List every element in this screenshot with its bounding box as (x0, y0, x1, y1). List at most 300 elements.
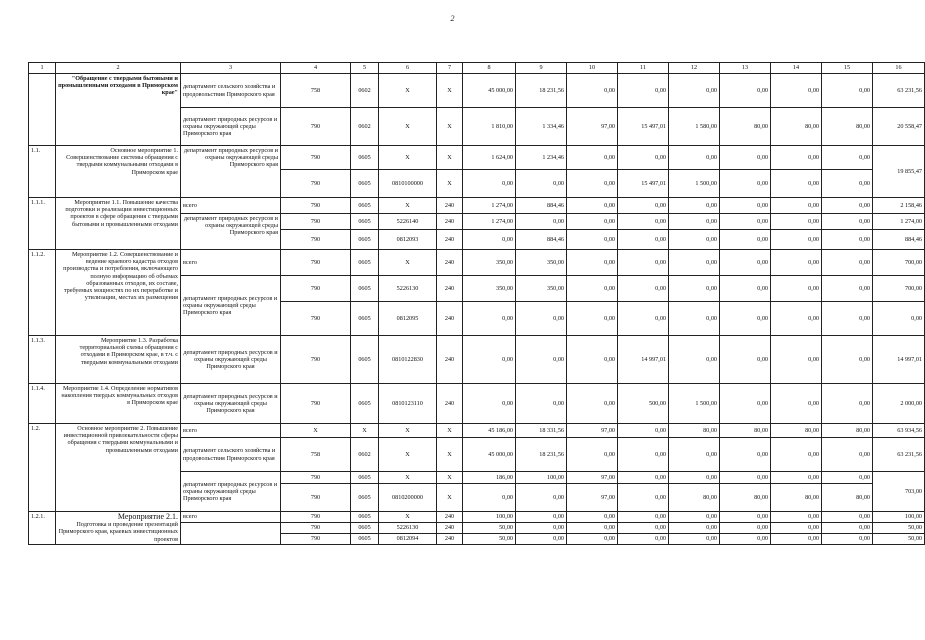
value-cell: 790 (281, 484, 351, 512)
value-cell: 100,00 (463, 512, 516, 523)
value-cell: 0602 (351, 74, 379, 108)
value-cell: 790 (281, 512, 351, 523)
value-cell: 0,00 (822, 523, 873, 534)
value-cell: 1 234,46 (516, 146, 567, 170)
value-cell: 5226130 (379, 523, 437, 534)
value-cell: 0,00 (669, 276, 720, 302)
value-cell: 0,00 (771, 523, 822, 534)
value-cell: X (281, 424, 351, 438)
value-cell: X (379, 146, 437, 170)
value-cell: 63 231,56 (873, 74, 925, 108)
value-cell: 0,00 (720, 438, 771, 472)
value-cell: 790 (281, 523, 351, 534)
value-cell: 80,00 (771, 424, 822, 438)
value-cell: 1 500,00 (669, 384, 720, 424)
value-cell: 0,00 (822, 438, 873, 472)
table-row (29, 198, 925, 214)
value-cell: 0,00 (567, 146, 618, 170)
value-cell: 0,00 (618, 523, 669, 534)
value-cell: 0,00 (771, 250, 822, 276)
value-cell: 80,00 (771, 484, 822, 512)
activity-title: Мероприятие 2.1. (117, 512, 178, 521)
value-cell: 240 (437, 230, 463, 250)
value-cell: 0,00 (463, 484, 516, 512)
header-cell: 10 (567, 63, 618, 74)
value-cell: 790 (281, 276, 351, 302)
value-cell: 0,00 (618, 438, 669, 472)
value-cell: 0,00 (618, 512, 669, 523)
value-cell: 63 231,56 (873, 438, 925, 472)
value-cell: 0605 (351, 170, 379, 198)
value-cell: 790 (281, 302, 351, 336)
value-cell: 0,00 (463, 336, 516, 384)
value-cell: 790 (281, 146, 351, 170)
row-number: 1.1.1. (29, 198, 56, 250)
value-cell: 1 274,00 (463, 198, 516, 214)
value-cell: 0,00 (771, 512, 822, 523)
value-cell: 5226140 (379, 214, 437, 230)
value-cell: 790 (281, 170, 351, 198)
value-cell: 45 000,00 (463, 438, 516, 472)
value-cell: 0,00 (720, 512, 771, 523)
value-cell: 0,00 (771, 74, 822, 108)
value-cell: 0,00 (822, 276, 873, 302)
department-cell: департамент сельского хозяйства и продовольствия Приморского края (181, 438, 281, 472)
value-cell: 18 231,56 (516, 438, 567, 472)
all-label: всего (181, 250, 281, 276)
value-cell: 0810200000 (379, 484, 437, 512)
value-cell: 0,00 (516, 214, 567, 230)
value-cell: 0,00 (720, 384, 771, 424)
value-cell: 0810122830 (379, 336, 437, 384)
value-cell: 97,00 (567, 484, 618, 512)
value-cell: 240 (437, 302, 463, 336)
value-cell: 0,00 (618, 484, 669, 512)
value-cell: 0,00 (720, 170, 771, 198)
value-cell: 0,00 (567, 336, 618, 384)
value-cell: 0,00 (463, 384, 516, 424)
value-cell: 0605 (351, 484, 379, 512)
value-cell: 0,00 (669, 230, 720, 250)
value-cell: 0605 (351, 302, 379, 336)
value-cell: 350,00 (516, 250, 567, 276)
value-cell: 45 000,00 (463, 74, 516, 108)
value-cell: 80,00 (720, 108, 771, 146)
value-cell: 0,00 (669, 512, 720, 523)
value-cell: 0,00 (618, 424, 669, 438)
table-row (29, 336, 925, 384)
value-cell: 0,00 (822, 472, 873, 484)
all-label: всего (181, 424, 281, 438)
value-cell: 758 (281, 74, 351, 108)
value-cell: 0,00 (567, 534, 618, 545)
value-cell: 0812094 (379, 534, 437, 545)
value-cell: X (437, 170, 463, 198)
header-cell: 15 (822, 63, 873, 74)
table-row (29, 74, 925, 108)
value-cell: X (437, 472, 463, 484)
value-cell: 0,00 (822, 214, 873, 230)
value-cell: 0,00 (720, 214, 771, 230)
value-cell: 80,00 (822, 108, 873, 146)
value-cell: 100,00 (873, 512, 925, 523)
row-number: 1.1.4. (29, 384, 56, 424)
value-cell: 240 (437, 523, 463, 534)
value-cell: 0,00 (822, 336, 873, 384)
value-cell: 0,00 (720, 276, 771, 302)
value-cell: 790 (281, 108, 351, 146)
value-cell: 790 (281, 230, 351, 250)
value-cell: 0,00 (567, 250, 618, 276)
value-cell: 500,00 (618, 384, 669, 424)
header-cell: 8 (463, 63, 516, 74)
value-cell: 100,00 (516, 472, 567, 484)
value-cell: 0,00 (771, 146, 822, 170)
value-cell: 0,00 (771, 230, 822, 250)
value-cell: 790 (281, 336, 351, 384)
header-cell: 6 (379, 63, 437, 74)
value-cell: 50,00 (463, 523, 516, 534)
value-cell: 240 (437, 384, 463, 424)
value-cell: 0,00 (669, 438, 720, 472)
value-cell: 0,00 (618, 472, 669, 484)
value-cell: 50,00 (463, 534, 516, 545)
value-cell: X (379, 424, 437, 438)
value-cell: 0,00 (822, 74, 873, 108)
value-cell: 240 (437, 198, 463, 214)
value-cell: 0,00 (720, 230, 771, 250)
value-cell: 0812095 (379, 302, 437, 336)
value-cell: 790 (281, 534, 351, 545)
value-cell: X (437, 146, 463, 170)
value-cell: 700,00 (873, 276, 925, 302)
total-cell: 19 855,47 (873, 146, 925, 198)
value-cell: 2 158,46 (873, 198, 925, 214)
value-cell: 0605 (351, 146, 379, 170)
value-cell: 14 997,01 (873, 336, 925, 384)
value-cell: X (379, 472, 437, 484)
table-row (29, 384, 925, 424)
activity-name: Мероприятие 1.4. Определение нормативов накопления твердых коммунальных отходов в Приморском крае (56, 384, 181, 424)
value-cell: 97,00 (567, 108, 618, 146)
value-cell: 97,00 (567, 472, 618, 484)
activity-name: Основное мероприятие 1. Совершенствование системы обращения с твердыми коммунальными отходами в Приморском крае (56, 146, 181, 198)
value-cell: 0,00 (669, 198, 720, 214)
value-cell: 0,00 (771, 384, 822, 424)
value-cell: 0,00 (822, 512, 873, 523)
header-cell: 14 (771, 63, 822, 74)
value-cell: 0,00 (516, 302, 567, 336)
value-cell: 0605 (351, 512, 379, 523)
value-cell: 0605 (351, 198, 379, 214)
activity-name: Основное мероприятие 2. Повышение инвестиционной привлекательности сферы обращения с твердыми коммунальными и промышленными отходами (56, 424, 181, 512)
value-cell: 0602 (351, 438, 379, 472)
value-cell: 0,00 (567, 438, 618, 472)
department-cell: департамент сельского хозяйства и продовольствия Приморского края (181, 74, 281, 108)
value-cell: 0605 (351, 230, 379, 250)
value-cell: 240 (437, 250, 463, 276)
value-cell: X (437, 108, 463, 146)
value-cell: 700,00 (873, 250, 925, 276)
value-cell: X (379, 74, 437, 108)
value-cell: 0,00 (720, 146, 771, 170)
value-cell: 0,00 (771, 302, 822, 336)
department-cell: департамент природных ресурсов и охраны окружающей среды Приморского края (181, 146, 281, 198)
value-cell: 0,00 (618, 214, 669, 230)
value-cell: 0,00 (618, 198, 669, 214)
value-cell: 0,00 (720, 74, 771, 108)
department-cell (181, 523, 281, 545)
value-cell: 0,00 (516, 512, 567, 523)
value-cell: 0,00 (463, 170, 516, 198)
value-cell: 0,00 (516, 523, 567, 534)
value-cell: 80,00 (669, 484, 720, 512)
value-cell: 790 (281, 384, 351, 424)
value-cell: 0,00 (669, 336, 720, 384)
value-cell: 240 (437, 336, 463, 384)
value-cell: 1 274,00 (873, 214, 925, 230)
value-cell: 80,00 (720, 484, 771, 512)
value-cell: 0810100000 (379, 170, 437, 198)
value-cell: 0810123110 (379, 384, 437, 424)
header-cell: 3 (181, 63, 281, 74)
value-cell: 0,00 (618, 534, 669, 545)
value-cell: 0,00 (567, 512, 618, 523)
value-cell: 0605 (351, 534, 379, 545)
value-cell: 45 186,00 (463, 424, 516, 438)
value-cell: 240 (437, 512, 463, 523)
value-cell: 884,46 (516, 230, 567, 250)
header-cell: 5 (351, 63, 379, 74)
value-cell: 0,00 (618, 230, 669, 250)
value-cell: 186,00 (463, 472, 516, 484)
table-row (29, 250, 925, 276)
value-cell: 1 624,00 (463, 146, 516, 170)
row-number: 1.2. (29, 424, 56, 512)
value-cell: 80,00 (720, 424, 771, 438)
value-cell: 63 934,56 (873, 424, 925, 438)
header-row (29, 63, 925, 74)
value-cell: 240 (437, 214, 463, 230)
value-cell: 0,00 (771, 276, 822, 302)
value-cell: 240 (437, 534, 463, 545)
value-cell: X (379, 198, 437, 214)
value-cell: 0605 (351, 276, 379, 302)
department-cell: департамент природных ресурсов и охраны окружающей среды Приморского края (181, 108, 281, 146)
value-cell: 0,00 (669, 302, 720, 336)
value-cell: 0,00 (822, 534, 873, 545)
row-number: 1.2.1. (29, 512, 56, 545)
value-cell: 0,00 (771, 198, 822, 214)
value-cell: 790 (281, 250, 351, 276)
activity-name: Мероприятие 1.1. Повышение качества подготовки и реализации инвестиционных проектов в сфере обращения с твердыми бытовыми и промышленными отходами (56, 198, 181, 250)
value-cell: 0605 (351, 250, 379, 276)
value-cell: 0,00 (822, 250, 873, 276)
value-cell: 50,00 (873, 523, 925, 534)
value-cell: 0,00 (618, 250, 669, 276)
value-cell: 0,00 (567, 198, 618, 214)
value-cell: 0,00 (516, 384, 567, 424)
value-cell: 0,00 (771, 214, 822, 230)
value-cell: 5226130 (379, 276, 437, 302)
value-cell: 0605 (351, 384, 379, 424)
value-cell: 15 497,01 (618, 170, 669, 198)
value-cell: X (379, 438, 437, 472)
value-cell: 1 334,46 (516, 108, 567, 146)
value-cell: 790 (281, 214, 351, 230)
row-number: 1.1. (29, 146, 56, 198)
activity-name: Мероприятие 1.2. Совершенствование и ведение краевого кадастра отходов производства и потребления, включающего полную информацию об объемах образованных отходов, их составе, требуемых мощностях по их переработке и утилизации, местах их размещения (56, 250, 181, 336)
value-cell: 0605 (351, 214, 379, 230)
row-number (29, 74, 56, 146)
value-cell: 0,00 (873, 302, 925, 336)
header-cell: 12 (669, 63, 720, 74)
value-cell: 80,00 (771, 108, 822, 146)
value-cell: 0,00 (720, 534, 771, 545)
value-cell: X (437, 74, 463, 108)
department-cell: департамент природных ресурсов и охраны окружающей среды Приморского края (181, 276, 281, 336)
value-cell: 0,00 (463, 302, 516, 336)
value-cell: 0,00 (720, 336, 771, 384)
value-cell: 884,46 (873, 230, 925, 250)
value-cell: 1 580,00 (669, 108, 720, 146)
value-cell: 15 497,01 (618, 108, 669, 146)
value-cell: 0,00 (567, 214, 618, 230)
value-cell: 0,00 (771, 472, 822, 484)
value-cell: 0,00 (516, 534, 567, 545)
value-cell: X (379, 250, 437, 276)
value-cell: 240 (437, 276, 463, 302)
value-cell: X (379, 512, 437, 523)
value-cell: 18 231,56 (516, 74, 567, 108)
value-cell: 0,00 (669, 146, 720, 170)
value-cell: 0,00 (567, 384, 618, 424)
value-cell: 0,00 (669, 250, 720, 276)
value-cell: 80,00 (822, 484, 873, 512)
value-cell: 0,00 (720, 302, 771, 336)
value-cell: 0605 (351, 472, 379, 484)
budget-table (28, 62, 925, 545)
value-cell: 0605 (351, 523, 379, 534)
value-cell: 0,00 (567, 523, 618, 534)
value-cell: 0,00 (567, 74, 618, 108)
value-cell: 0,00 (822, 198, 873, 214)
value-cell: X (437, 484, 463, 512)
value-cell: X (437, 424, 463, 438)
value-cell: 0,00 (516, 484, 567, 512)
value-cell: 350,00 (516, 276, 567, 302)
header-cell: 7 (437, 63, 463, 74)
value-cell: 80,00 (669, 424, 720, 438)
value-cell: 50,00 (873, 534, 925, 545)
value-cell: 0,00 (516, 336, 567, 384)
header-cell: 11 (618, 63, 669, 74)
value-cell: 350,00 (463, 276, 516, 302)
value-cell: 790 (281, 198, 351, 214)
value-cell: 1 274,00 (463, 214, 516, 230)
value-cell: 0,00 (669, 214, 720, 230)
value-cell: 0,00 (720, 198, 771, 214)
department-cell: департамент природных ресурсов и охраны окружающей среды Приморского края (181, 336, 281, 384)
table-row (29, 424, 925, 438)
value-cell: 0,00 (771, 336, 822, 384)
value-cell: X (379, 108, 437, 146)
header-cell: 2 (56, 63, 181, 74)
value-cell: 0,00 (822, 170, 873, 198)
value-cell: 0,00 (822, 146, 873, 170)
header-cell: 9 (516, 63, 567, 74)
value-cell: 0,00 (516, 170, 567, 198)
department-cell: департамент природных ресурсов и охраны окружающей среды Приморского края (181, 214, 281, 250)
total-cell: 703,00 (873, 472, 925, 512)
value-cell: 0,00 (720, 523, 771, 534)
value-cell: 758 (281, 438, 351, 472)
value-cell: 0,00 (720, 472, 771, 484)
value-cell: 790 (281, 472, 351, 484)
activity-name: Мероприятие 1.3. Разработка территориальной схемы обращения с отходами в Приморском крае, в т.ч. с твердыми коммунальными отходами (56, 336, 181, 384)
value-cell: 0,00 (771, 438, 822, 472)
value-cell: 0,00 (771, 170, 822, 198)
value-cell: 0812093 (379, 230, 437, 250)
value-cell: 0,00 (669, 74, 720, 108)
value-cell: 884,46 (516, 198, 567, 214)
table-row (29, 146, 925, 170)
value-cell: 0,00 (822, 230, 873, 250)
value-cell: 0,00 (618, 276, 669, 302)
value-cell: 2 000,00 (873, 384, 925, 424)
value-cell: 0,00 (618, 302, 669, 336)
value-cell: X (351, 424, 379, 438)
table-row (29, 512, 925, 523)
value-cell: 0,00 (567, 276, 618, 302)
value-cell: 18 331,56 (516, 424, 567, 438)
value-cell: 0,00 (567, 170, 618, 198)
all-label: всего (181, 512, 281, 523)
activity-description: Подготовка и проведение презентаций Приморского края, краевых инвестиционных проектов (58, 521, 178, 543)
row-number: 1.1.3. (29, 336, 56, 384)
header-cell: 4 (281, 63, 351, 74)
value-cell: 0,00 (669, 523, 720, 534)
value-cell: 0,00 (822, 302, 873, 336)
value-cell: 0,00 (771, 534, 822, 545)
value-cell: 0,00 (618, 146, 669, 170)
value-cell: 0,00 (618, 74, 669, 108)
value-cell: 0,00 (669, 472, 720, 484)
value-cell: 14 997,01 (618, 336, 669, 384)
department-cell: департамент природных ресурсов и охраны окружающей среды Приморского края (181, 472, 281, 512)
value-cell: 0605 (351, 336, 379, 384)
value-cell: 350,00 (463, 250, 516, 276)
header-cell: 1 (29, 63, 56, 74)
activity-name (56, 512, 181, 545)
value-cell: 0,00 (822, 384, 873, 424)
value-cell: 1 500,00 (669, 170, 720, 198)
department-cell: департамент природных ресурсов и охраны окружающей среды Приморского края (181, 384, 281, 424)
value-cell: 0,00 (567, 302, 618, 336)
value-cell: 0602 (351, 108, 379, 146)
page-number: 2 (450, 14, 455, 23)
value-cell: 0,00 (567, 230, 618, 250)
value-cell: 20 558,47 (873, 108, 925, 146)
header-cell: 16 (873, 63, 925, 74)
all-label: всего (181, 198, 281, 214)
value-cell: 0,00 (669, 534, 720, 545)
program-name: "Обращение с твердыми бытовыми и промышленными отходами в Приморском крае" (56, 74, 181, 146)
value-cell: 80,00 (822, 424, 873, 438)
row-number: 1.1.2. (29, 250, 56, 336)
value-cell: X (437, 438, 463, 472)
value-cell: 1 810,00 (463, 108, 516, 146)
